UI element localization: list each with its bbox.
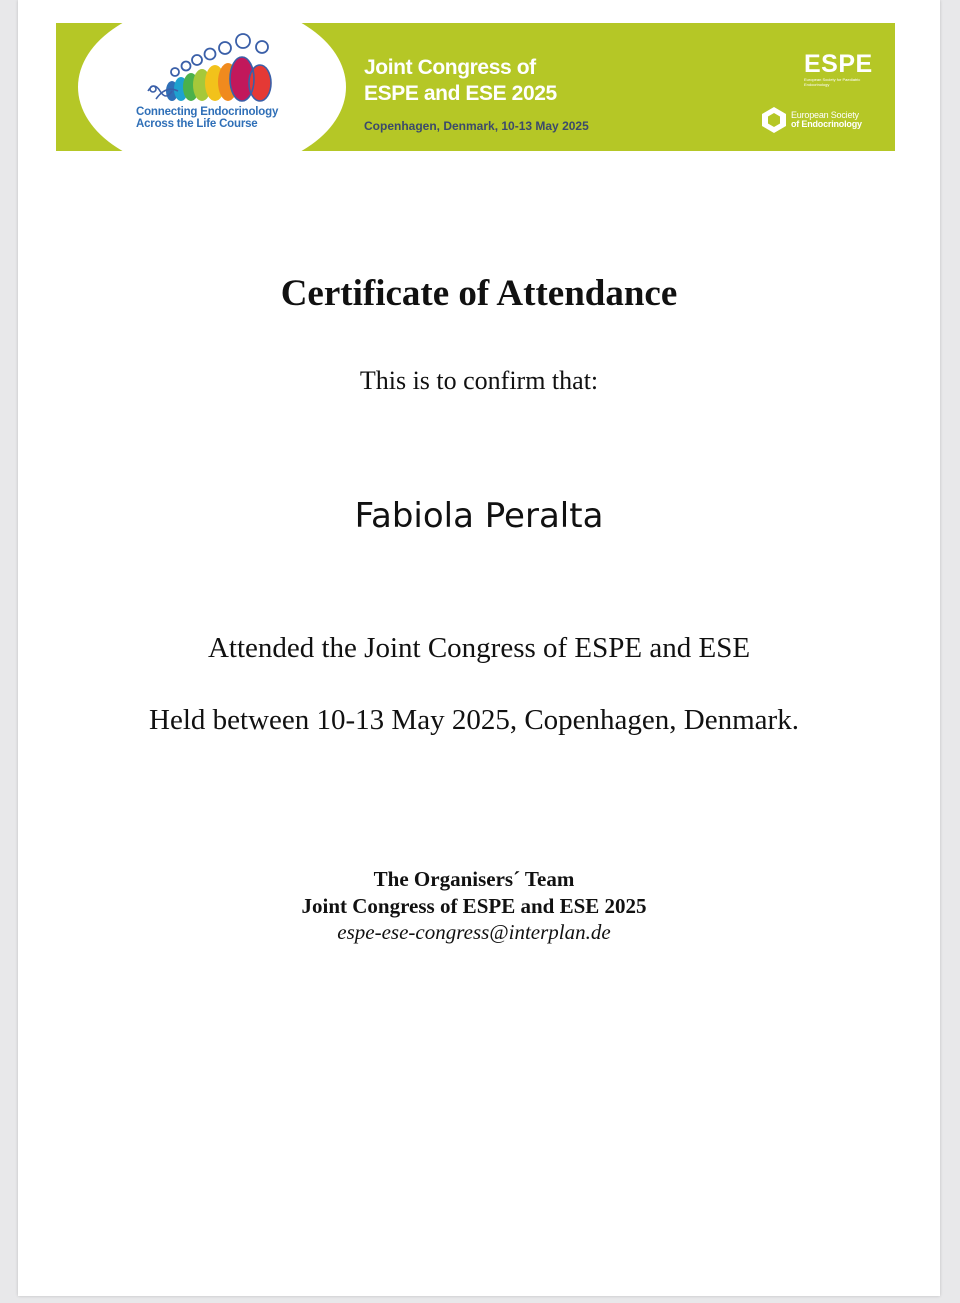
- confirm-text: This is to confirm that:: [359, 366, 599, 395]
- banner-title-line2: ESPE and ESE 2025: [364, 82, 557, 105]
- logo-tagline-line2: Across the Life Course: [136, 118, 258, 130]
- logo-tagline-line1: Connecting Endocrinology: [136, 106, 279, 118]
- ese-logo: [759, 105, 879, 135]
- logo-tagline: [136, 106, 278, 130]
- organisers-email[interactable]: espe-ese-congress@interplan.de: [337, 920, 611, 944]
- espe-logo-small-text: European Society for Paediatric Endocrinology: [804, 77, 861, 87]
- congress-people-logo-icon: [136, 29, 276, 107]
- organisers-congress: Joint Congress of ESPE and ESE 2025: [301, 894, 647, 918]
- held-text: Held between 10-13 May 2025, Copenhagen, Denmark.: [149, 704, 799, 736]
- banner-title-line1: Joint Congress of: [364, 56, 536, 79]
- certificate-page: [18, 0, 940, 1296]
- banner-title: [364, 55, 557, 107]
- ese-hexagon-icon: [759, 105, 789, 135]
- attended-text: Attended the Joint Congress of ESPE and ESE: [207, 632, 751, 664]
- espe-logo-text: ESPE: [804, 50, 873, 78]
- ese-logo-line1: European Society: [791, 110, 859, 120]
- ese-logo-text: [791, 111, 862, 129]
- attendee-name: Fabiola Peralta: [354, 496, 604, 536]
- certificate-title: Certificate of Attendance: [280, 273, 678, 314]
- organisers-team: The Organisers´ Team: [373, 867, 575, 891]
- banner-subtitle: Copenhagen, Denmark, 10-13 May 2025: [364, 119, 589, 133]
- ese-logo-line2: of Endocrinology: [791, 119, 862, 129]
- espe-logo: [804, 51, 874, 87]
- congress-banner: [56, 23, 895, 151]
- organisers-signature: [18, 866, 930, 945]
